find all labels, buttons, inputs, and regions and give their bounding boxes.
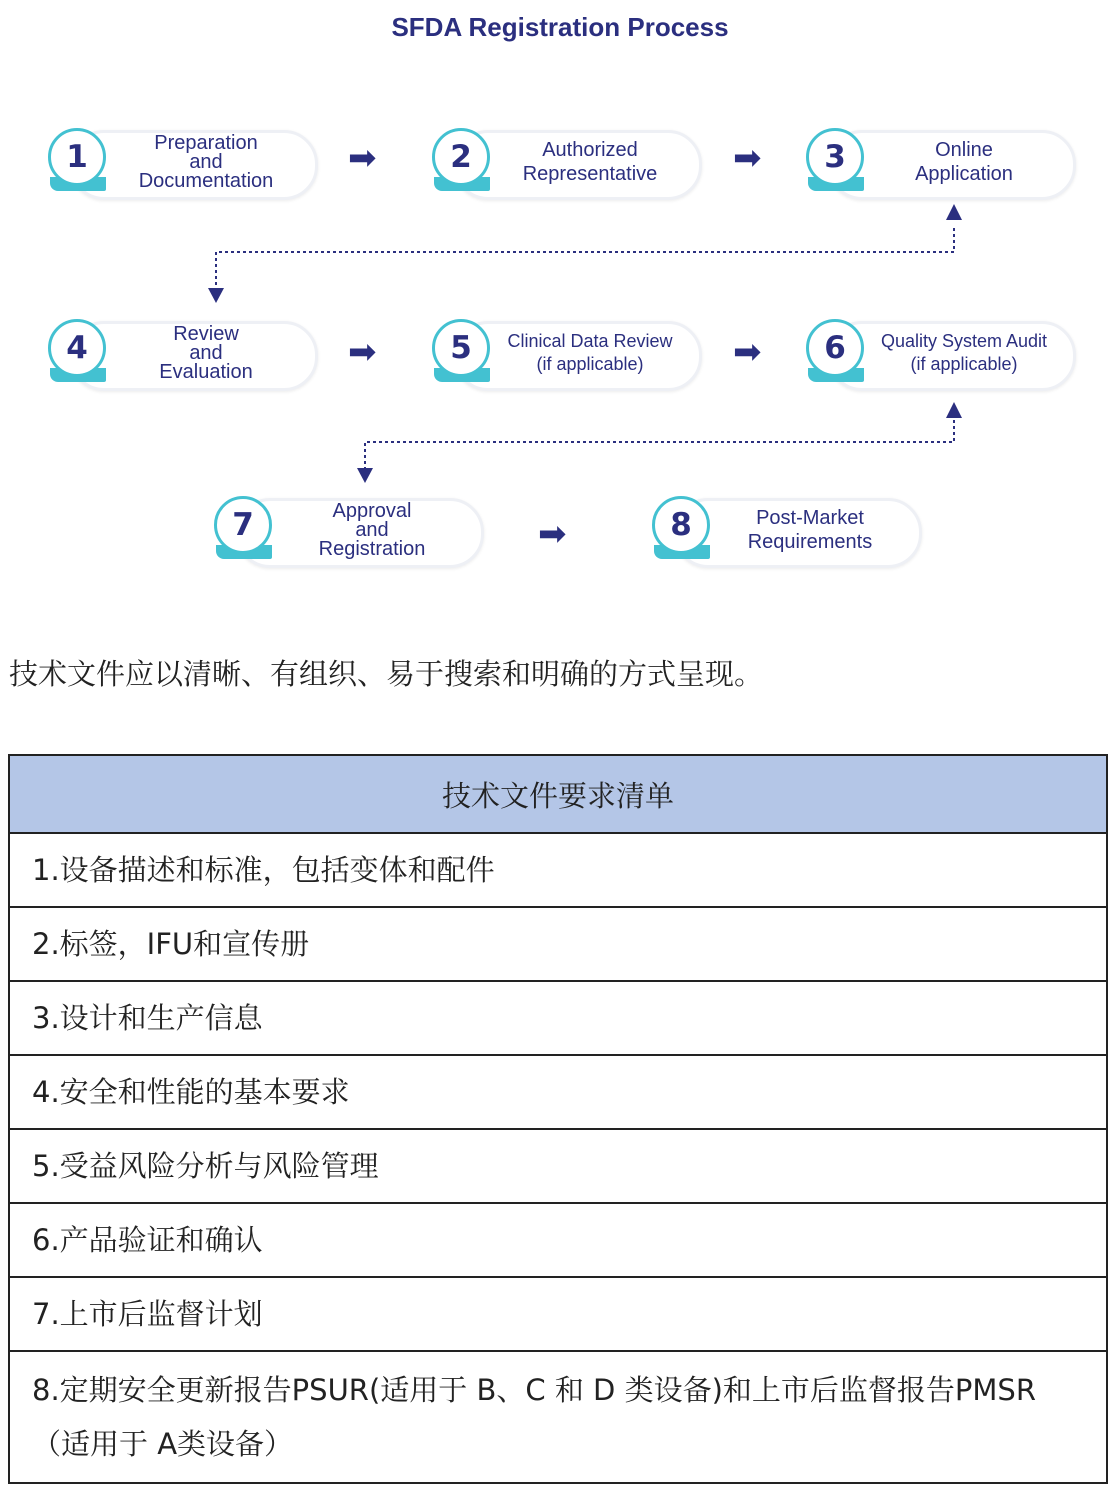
connector-6-to-7 — [365, 420, 954, 468]
connector-lines — [0, 0, 1120, 600]
right-arrow-icon: ➡ — [538, 514, 567, 554]
table-cell: 7.上市后监督计划 — [9, 1277, 1107, 1351]
table-row — [9, 981, 1107, 1055]
step-number-badge: 6 — [806, 319, 864, 377]
table-row — [9, 1055, 1107, 1129]
connector-arrowhead-up-6 — [946, 402, 962, 418]
step-5 — [432, 318, 702, 388]
step-label: Approval and Registration — [318, 499, 426, 560]
step-label: Preparation and Documentation — [138, 131, 274, 192]
step-number-badge: 5 — [432, 319, 490, 377]
step-label: Online Application — [915, 139, 1013, 185]
step-number-badge: 1 — [48, 128, 106, 186]
step-number-badge: 4 — [48, 319, 106, 377]
requirements-table — [8, 754, 1108, 1484]
step-label: Clinical Data Review (if applicable) — [507, 331, 673, 374]
connector-arrowhead-down-4 — [208, 288, 224, 303]
step-label: Review and Evaluation — [159, 322, 253, 383]
connector-arrowhead-down-7 — [357, 468, 373, 483]
step-2 — [432, 127, 702, 197]
step-number-badge: 3 — [806, 128, 864, 186]
step-number-badge: 2 — [432, 128, 490, 186]
step-8 — [652, 495, 922, 565]
table-cell: 8.定期安全更新报告PSUR(适用于 B、C 和 D 类设备)和上市后监督报告PMSR（适用于 A类设备） — [9, 1351, 1107, 1483]
table-row — [9, 1351, 1107, 1483]
table-row — [9, 907, 1107, 981]
right-arrow-icon: ➡ — [348, 138, 377, 178]
connector-3-to-4 — [216, 228, 954, 288]
table-row — [9, 1129, 1107, 1203]
right-arrow-icon: ➡ — [733, 138, 762, 178]
table-header-row — [9, 755, 1107, 833]
body-paragraph: 技术文件应以清晰、有组织、易于搜索和明确的方式呈现。 — [9, 657, 764, 691]
step-number-badge: 8 — [652, 496, 710, 554]
table-row — [9, 1277, 1107, 1351]
step-label: Quality System Audit (if applicable) — [880, 331, 1048, 374]
step-6 — [806, 318, 1076, 388]
right-arrow-icon: ➡ — [348, 332, 377, 372]
step-label: Authorized Representative — [522, 139, 658, 185]
step-4 — [48, 318, 318, 388]
diagram-title: SFDA Registration Process — [391, 12, 729, 42]
table-cell: 1.设备描述和标准，包括变体和配件 — [9, 833, 1107, 907]
connector-arrowhead-up-3 — [946, 204, 962, 220]
table-cell: 6.产品验证和确认 — [9, 1203, 1107, 1277]
table-cell: 4.安全和性能的基本要求 — [9, 1055, 1107, 1129]
step-3 — [806, 127, 1076, 197]
right-arrow-icon: ➡ — [733, 332, 762, 372]
step-number-badge: 7 — [214, 496, 272, 554]
step-7 — [214, 495, 484, 565]
table-row — [9, 1203, 1107, 1277]
table-cell: 2.标签，IFU和宣传册 — [9, 907, 1107, 981]
registration-flow-diagram — [0, 0, 1120, 600]
table-row — [9, 833, 1107, 907]
step-label: Post-Market Requirements — [747, 507, 873, 553]
table-cell: 3.设计和生产信息 — [9, 981, 1107, 1055]
table-header: 技术文件要求清单 — [9, 755, 1107, 833]
table-cell: 5.受益风险分析与风险管理 — [9, 1129, 1107, 1203]
step-1 — [48, 127, 318, 197]
